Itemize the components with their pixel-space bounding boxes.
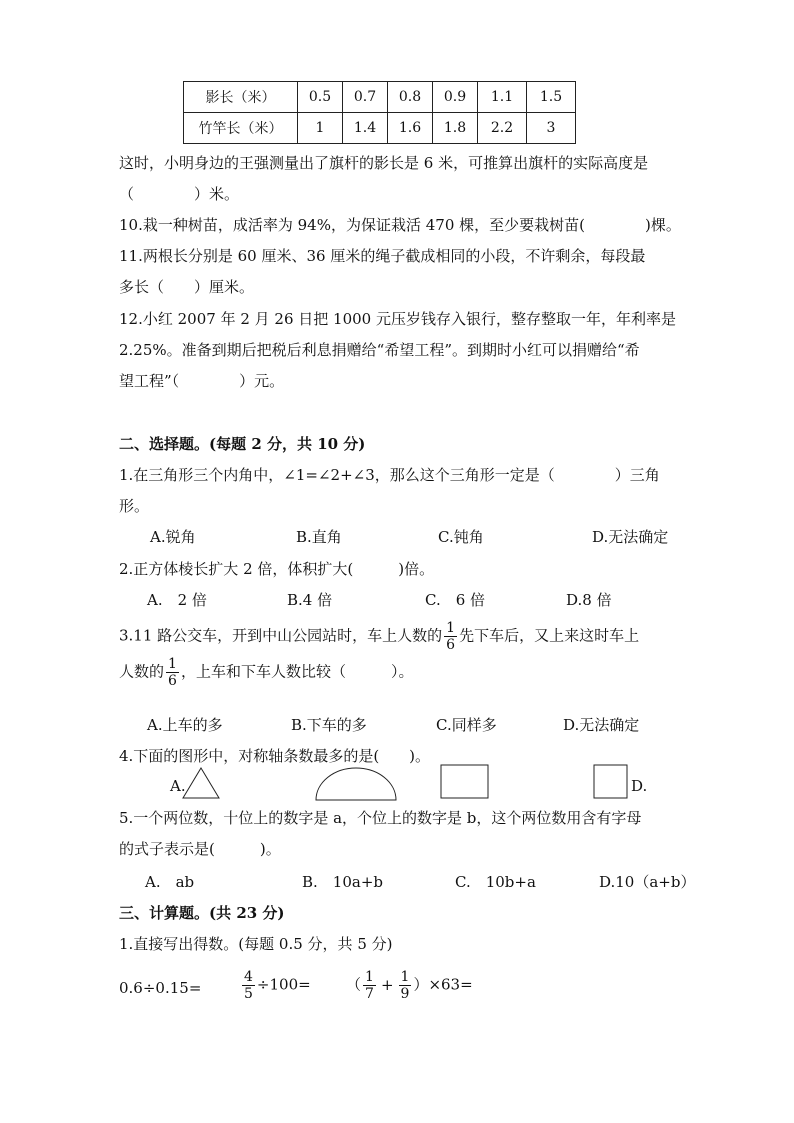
table-cell: 竹竿长（米） bbox=[184, 113, 298, 144]
fraction bbox=[166, 656, 179, 689]
calc-2 bbox=[240, 969, 311, 1002]
q3-text-d: ，上车和下车人数比较（ ）。 bbox=[180, 662, 414, 681]
option-d: D.无法确定 bbox=[563, 716, 640, 734]
q9-line1: 这时，小明身边的王强测量出了旗杆的影长是 6 米，可推算出旗杆的实际高度是 bbox=[119, 154, 649, 172]
option-d: D.10（a+b） bbox=[599, 873, 696, 891]
fraction-denominator: 7 bbox=[365, 986, 374, 1002]
s2-q2-line: 2.正方体棱长扩大 2 倍，体积扩大( )倍。 bbox=[119, 560, 435, 578]
table-cell: 1.8 bbox=[433, 113, 478, 144]
option-c: C.钝角 bbox=[438, 528, 484, 546]
option-b: B.4 倍 bbox=[287, 591, 333, 609]
q11-line1: 11.两根长分别是 60 厘米、36 厘米的绳子截成相同的小段，不许剩余，每段最 bbox=[119, 247, 646, 265]
s2-q5-line2: 的式子表示是( )。 bbox=[119, 840, 281, 858]
table-cell: 0.7 bbox=[343, 82, 388, 113]
table-cell: 2.2 bbox=[478, 113, 527, 144]
fraction-numerator: 1 bbox=[365, 969, 374, 985]
q3-text-b: 先下车后，又上来这时车上 bbox=[459, 626, 640, 645]
s2-q1-line1: 1.在三角形三个内角中，∠1=∠2+∠3，那么这个三角形一定是（ ）三角 bbox=[119, 466, 660, 484]
s2-q3-line2 bbox=[119, 656, 413, 689]
option-a: A.锐角 bbox=[150, 528, 196, 546]
shadow-table bbox=[183, 81, 576, 144]
q12-line3: 望工程”（ ）元。 bbox=[119, 372, 285, 390]
option-c: C.同样多 bbox=[436, 716, 497, 734]
q4-label-d: D. bbox=[631, 777, 648, 795]
fraction-denominator: 9 bbox=[400, 986, 410, 1002]
semicircle-shape bbox=[314, 766, 398, 802]
option-c: C. 6 倍 bbox=[425, 591, 486, 609]
option-c: C. 10b+a bbox=[455, 873, 536, 891]
table-cell: 0.9 bbox=[433, 82, 478, 113]
option-a: A. 2 倍 bbox=[147, 591, 207, 609]
q4-label-a: A. bbox=[170, 777, 186, 795]
table-row bbox=[184, 82, 576, 113]
rectangle-shape bbox=[440, 764, 490, 800]
option-a: A.上车的多 bbox=[147, 716, 223, 734]
option-d: D.8 倍 bbox=[566, 591, 612, 609]
table-cell: 1.5 bbox=[527, 82, 576, 113]
q3-text-c: 人数的 bbox=[119, 662, 165, 681]
fraction-numerator: 1 bbox=[400, 969, 410, 985]
q11-line2: 多长（ ）厘米。 bbox=[119, 278, 255, 296]
table-cell: 1.1 bbox=[478, 82, 527, 113]
q12-line2: 2.25%。准备到期后把税后利息捐赠给“希望工程”。到期时小红可以捐赠给“希 bbox=[119, 341, 640, 359]
fraction-denominator: 6 bbox=[168, 673, 177, 689]
fraction-numerator: 1 bbox=[446, 620, 456, 636]
q12-line1: 12.小红 2007 年 2 月 26 日把 1000 元压岁钱存入银行，整存整取一年，年利率是 bbox=[119, 310, 676, 328]
q10-text: 10.栽一种树苗，成活率为 94%，为保证栽活 470 棵，至少要栽树苗( )棵。 bbox=[119, 216, 681, 234]
fraction bbox=[242, 969, 255, 1002]
square-shape bbox=[593, 764, 629, 800]
option-d: D.无法确定 bbox=[592, 528, 669, 546]
table-cell: 1.4 bbox=[343, 113, 388, 144]
option-b: B.下车的多 bbox=[291, 716, 367, 734]
option-b: B.直角 bbox=[296, 528, 342, 546]
table-cell: 3 bbox=[527, 113, 576, 144]
q9-line2: （ ）米。 bbox=[119, 185, 240, 203]
fraction-denominator: 5 bbox=[244, 986, 253, 1002]
calc-1: 0.6÷0.15= bbox=[119, 979, 202, 997]
s2-q1-line2: 形。 bbox=[119, 497, 150, 515]
option-a: A. ab bbox=[145, 873, 195, 891]
fraction bbox=[399, 969, 412, 1002]
s2-q5-line1: 5.一个两位数，十位上的数字是 a，个位上的数字是 b，这个两位数用含有字母 bbox=[119, 809, 642, 827]
plus-sign: + bbox=[380, 975, 394, 994]
open-paren: （ bbox=[346, 975, 362, 994]
table-cell: 影长（米） bbox=[184, 82, 298, 113]
fraction bbox=[363, 969, 376, 1002]
fraction-denominator: 6 bbox=[446, 637, 456, 653]
table-cell: 1 bbox=[298, 113, 343, 144]
table-row bbox=[184, 113, 576, 144]
calc-2-rest: ÷100= bbox=[256, 975, 311, 994]
table-cell: 0.5 bbox=[298, 82, 343, 113]
s2-q3-line1 bbox=[119, 620, 639, 653]
s2-q4-line: 4.下面的图形中，对称轴条数最多的是( )。 bbox=[119, 747, 431, 765]
section3-title: 三、计算题。(共 23 分) bbox=[119, 904, 285, 922]
calc-3 bbox=[346, 969, 473, 1002]
option-b: B. 10a+b bbox=[302, 873, 383, 891]
table-cell: 1.6 bbox=[388, 113, 433, 144]
table-cell: 0.8 bbox=[388, 82, 433, 113]
fraction-numerator: 4 bbox=[244, 969, 253, 985]
fraction-numerator: 1 bbox=[168, 656, 177, 672]
calc-3-rest: ）×63= bbox=[413, 975, 473, 994]
s3-q1-line: 1.直接写出得数。(每题 0.5 分，共 5 分) bbox=[119, 935, 393, 953]
fraction bbox=[444, 620, 457, 653]
q3-text-a: 3.11 路公交车，开到中山公园站时，车上人数的 bbox=[119, 626, 443, 645]
triangle-shape bbox=[181, 766, 221, 800]
section2-title: 二、选择题。(每题 2 分，共 10 分) bbox=[119, 435, 366, 453]
